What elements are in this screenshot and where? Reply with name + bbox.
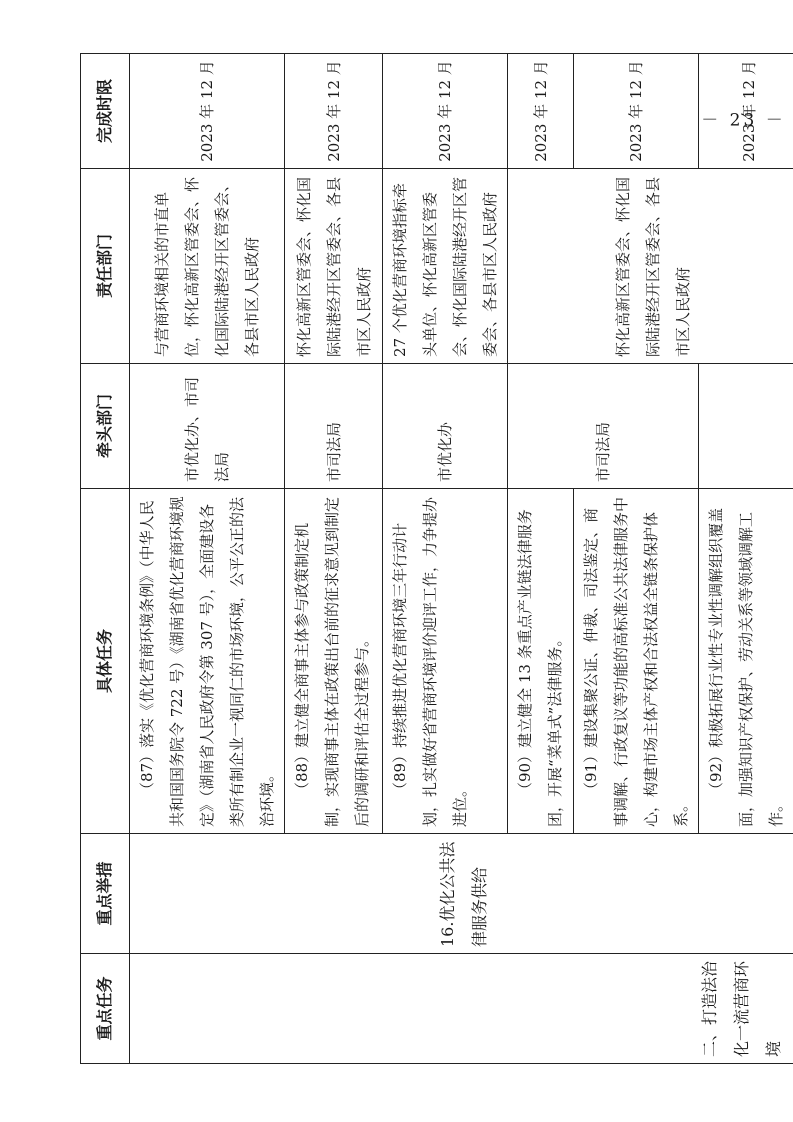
header-task: 重点任务	[81, 954, 130, 1064]
page-number: － 23 －	[701, 110, 786, 131]
deadline-cell: 2023 年 12 月	[383, 54, 508, 169]
detail-cell: （92）积极拓展行业性专业性调解组织覆盖面，加强知识产权保护、劳动关系等领域调解工作。	[699, 489, 793, 834]
table-row	[130, 54, 285, 1064]
detail-cell: （87）落实《优化营商环境条例》（中华人民共和国国务院令 722 号）《湖南省优化营商环境规定》（湖南省人民政府令第 307 号），全面建设各类所有制企业一视同仁的市场环境，公平公正的法治环境。	[130, 489, 285, 834]
deadline-cell: 2023 年 12 月	[130, 54, 285, 169]
header-measure: 重点举措	[81, 834, 130, 954]
deadline-cell: 2023 年 12 月	[574, 54, 699, 169]
lead-dept-cell: 市司法局	[508, 364, 699, 489]
header-row	[81, 54, 130, 1064]
deadline-cell: 2023 年 12 月	[285, 54, 383, 169]
resp-dept-cell: 与营商环境相关的市直单位，怀化高新区管委会、怀化国际陆港经开区管委会、各县市区人民政府	[130, 169, 285, 364]
resp-dept-cell: 怀化高新区管委会、怀化国际陆港经开区管委会、各县市区人民政府	[508, 169, 793, 364]
lead-dept-cell-empty	[699, 364, 793, 489]
header-deadline: 完成时限	[81, 54, 130, 169]
lead-dept-cell: 市司法局	[285, 364, 383, 489]
header-detail: 具体任务	[81, 489, 130, 834]
resp-dept-cell: 27 个优化营商环境指标牵头单位、怀化高新区管委会、怀化国际陆港经开区管委会、各县市区人民政府	[383, 169, 508, 364]
deadline-cell: 2023 年 12 月	[699, 54, 793, 169]
detail-cell: （89）持续推进优化营商环境三年行动计划，扎实做好省营商环境评价迎评工作，力争提办进位。	[383, 489, 508, 834]
detail-cell: （88）建立健全商事主体参与政策制定机制，实现商事主体在政策出台前的征求意见到制定后的调研和评估全过程参与。	[285, 489, 383, 834]
deadline-cell: 2023 年 12 月	[508, 54, 574, 169]
key-task-cell: 二、打造法治化一流营商环境	[130, 954, 793, 1064]
lead-dept-cell: 市优化办	[383, 364, 508, 489]
key-measure-cell: 16.优化公共法律服务供给	[130, 834, 793, 954]
detail-cell: （90）建立健全 13 条重点产业链法律服务团，开展“菜单式”法律服务。	[508, 489, 574, 834]
detail-cell: （91）建设集聚公证、仲裁、司法鉴定、商事调解、行政复议等功能的高标准公共法律服务中心，构建市场主体产权和合法权益全链条保护体系。	[574, 489, 699, 834]
header-lead: 牵头部门	[81, 364, 130, 489]
header-resp: 责任部门	[81, 169, 130, 364]
lead-dept-cell: 市优化办、市司法局	[130, 364, 285, 489]
task-table	[80, 53, 793, 1064]
resp-dept-cell: 怀化高新区管委会、怀化国际陆港经开区管委会、各县市区人民政府	[285, 169, 383, 364]
